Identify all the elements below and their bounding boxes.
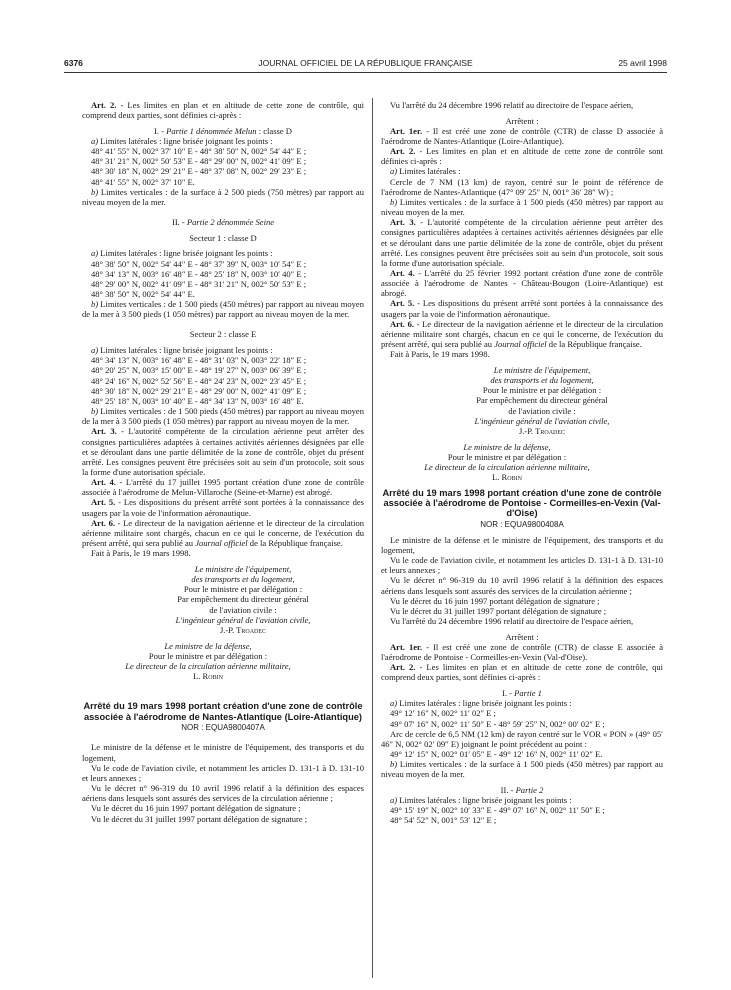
article-2: Art. 2. - Les limites en plan et en altitude de cette zone de contrôle, qui comprend deux parties, sont définies ci-après :: [381, 662, 663, 683]
signatory-name: J.-P. Troadec: [219, 624, 267, 635]
decree-visa: Vu l'arrêté du 24 décembre 1996 relatif au directoire de l'espace aérien,: [390, 616, 634, 627]
article-1: Art. 1er. - Il est créé une zone de contrôle (CTR) de classe D associée à l'aérodrome de Nantes-Atlantique (Loire-Atlantique).: [381, 125, 663, 146]
decree-visa: Vu le décret du 16 juin 1997 portant délégation de signature ;: [390, 595, 600, 606]
decree-visa: Vu le décret n° 96-319 du 10 avril 1996 relatif à la définition des espaces aériens dans lesquels sont assurés des services de la circulation aérienne ;: [82, 783, 364, 804]
journal-title: JOURNAL OFFICIEL DE LA RÉPUBLIQUE FRANÇAISE: [258, 58, 473, 68]
page-number: 6376: [64, 58, 83, 68]
part-1-lateral-limits: a) Limites latérales : ligne brisée joignant les points :: [390, 698, 572, 709]
sector-1-heading: Secteur 1 : classe D: [189, 232, 257, 243]
coordinate-line: 48° 38′ 50″ N, 002° 54′ 44″ E.: [91, 289, 195, 299]
decree-visa: Vu le décret du 16 juin 1997 portant délégation de signature ;: [91, 803, 301, 814]
article-5: Art. 5. - Les dispositions du présent arrêté sont portées à la connaissance des usagers par la voie de l'information aéronautique.: [381, 298, 663, 319]
sector-1-lateral-limits: a) Limites latérales : ligne brisée joignant les points :: [91, 248, 273, 259]
coordinate-line: 48° 24′ 16″ N, 002° 52′ 56″ E - 48° 24′ 23″ N, 002° 23′ 45″ E ;: [91, 375, 307, 386]
right-column: [381, 100, 663, 826]
article-6: Art. 6. - Le directeur de la navigation aérienne et le directeur de la circulation aérienne militaire sont chargés, chacun en ce qui le concerne, de l'exécution du présent arrêté, qui sera publié au Journal officiel de la République française.: [381, 318, 663, 350]
signature-line: Par empêchement du directeur général: [177, 594, 309, 605]
decree-visa: Vu le code de l'aviation civile, et notamment les articles D. 131-1 à D. 131-10 et leurs annexes ;: [82, 762, 364, 783]
decree-preamble: Le ministre de la défense et le ministre de l'équipement, des transports et du logement,: [82, 742, 364, 763]
signature-line: Pour le ministre et par délégation :: [183, 584, 303, 595]
left-column: [82, 100, 364, 824]
coordinate-line: 48° 25′ 18″ N, 003° 10′ 40″ E - 48° 34′ 13″ N, 003° 16′ 48″ E.: [91, 395, 304, 406]
article-3: Art. 3. - L'autorité compétente de la circulation aérienne peut arrêter des consignes particulières adaptées à certaines activités aériennes désignées par elle et se déroulant dans une partie délimitée de la zone de contrôle, objet du présent arrêté. Les consignes peuvent être précisées soit au sein d'un protocole, soit sous la forme d'une autorisation spéciale.: [381, 217, 664, 268]
page-header: [64, 58, 667, 73]
signature-line: de l'aviation civile :: [508, 405, 576, 416]
signature-place-date: Fait à Paris, le 19 mars 1998.: [91, 548, 191, 559]
article-2-melun: Art. 2. - Les limites en plan et en altitude de cette zone de contrôle, qui comprend deux parties, sont définies ci-après :: [82, 100, 364, 121]
signature-line: Le ministre de la défense,: [463, 441, 551, 452]
sector-1-vertical-limits: b) Limites verticales : de 1 500 pieds (450 mètres) par rapport au niveau moyen de la mer à 3 500 pieds (1 050 mètres) par rapport au niveau moyen de la mer.: [82, 299, 364, 320]
lateral-limits-detail: Cercle de 7 NM (13 km) de rayon, centré sur le point de référence de l'aérodrome de Nantes-Atlantique (47° 09′ 25″ N, 001° 36′ 28″ W) ;: [381, 176, 663, 197]
nor-reference: NOR : EQUA9800408A: [480, 519, 564, 529]
signature-line: Le ministre de l'équipement,: [493, 364, 591, 375]
arretent: Arrêtent :: [505, 631, 539, 642]
decree-visa: Vu le décret n° 96-319 du 10 avril 1996 relatif à la définition des espaces aériens dans lesquels sont assurés des services de la circulation aérienne ;: [381, 575, 663, 596]
arretent: Arrêtent :: [505, 115, 539, 126]
coordinate-line: 48° 30′ 18″ N, 002° 29′ 21″ E - 48° 29′ 00″ N, 002° 41′ 09″ E ;: [91, 385, 307, 396]
coordinate-line: 48° 54′ 52″ N, 001° 53′ 12″ E ;: [390, 815, 497, 826]
signature-line: des transports et du logement,: [490, 375, 594, 386]
signature-line: Le ministre de l'équipement,: [194, 563, 292, 574]
part-1-vertical-limits: b) Limites verticales : de la surface à 2 500 pieds (750 mètres) par rapport au niveau moyen de la mer.: [82, 186, 364, 207]
vertical-limits: b) Limites verticales : de la surface à 1 500 pieds (450 mètres) par rapport au niveau moyen de la mer.: [381, 196, 663, 218]
column-divider: [372, 98, 373, 978]
coordinate-line: 49° 15′ 19″ N, 002° 10′ 33″ E - 49° 07′ 16″ N, 002° 11′ 50″ E ;: [390, 805, 605, 816]
arc-description: Arc de cercle de 6,5 NM (12 km) de rayon centré sur le VOR « PON » (49° 05′ 46″ N, 002° 02′ 09″ E) joignant le point précédent au point :: [381, 728, 663, 749]
signatory-name: J.-P. Troadec: [518, 425, 566, 436]
signature-line: Pour le ministre et par délégation :: [447, 451, 567, 462]
part-2-heading: II. - Partie 2 dénommée Seine: [171, 217, 275, 228]
lateral-limits: a) Limites latérales :: [390, 166, 461, 177]
coordinate-line: 48° 31′ 21″ N, 002° 50′ 53″ E - 48° 29′ 00″ N, 002° 41′ 09″ E ;: [91, 156, 307, 167]
signature-line: L'ingénieur général de l'aviation civile,: [474, 415, 610, 426]
decree-title: Arrêté du 19 mars 1998 portant création d'une zone de contrôle associée à l'aérodrome de Pontoise - Cormeilles-en-Vexin (Val-d'Oise): [382, 487, 662, 519]
coordinate-line: 48° 38′ 50″ N, 002° 54′ 44″ E - 48° 37′ 39″ N, 003° 10′ 54″ E ;: [91, 258, 307, 269]
article-3: Art. 3. - L'autorité compétente de la circulation aérienne peut arrêter des consignes particulières adaptées à certaines activités aériennes désignées par elle et se déroulant dans une partie délimitée de la zone de contrôle, objet du présent arrêté. Les consignes peuvent être précisées soit au sein d'un protocole, soit sous la forme d'une autorisation spéciale.: [82, 426, 365, 477]
decree-title: Arrêté du 19 mars 1998 portant création d'une zone de contrôle associée à l'aérodrome de Nantes-Atlantique (Loire-Atlantique): [83, 701, 363, 722]
signatory-name: L. Robin: [193, 670, 223, 681]
decree-visa: Vu le décret du 31 juillet 1997 portant délégation de signature ;: [91, 813, 308, 824]
publication-date: 25 avril 1998: [618, 58, 667, 68]
sector-2-lateral-limits: a) Limites latérales : ligne brisée joignant les points :: [91, 345, 273, 356]
signatory-name: L. Robin: [492, 471, 522, 482]
signature-line: L'ingénieur général de l'aviation civile,: [175, 614, 311, 625]
signature-line: Le directeur de la circulation aérienne militaire,: [424, 461, 590, 472]
coordinate-line: 48° 41′ 55″ N, 002° 37′ 10″ E.: [91, 176, 195, 187]
coordinate-line: 48° 34′ 13″ N, 003° 16′ 48″ E - 48° 25′ 18″ N, 003° 10′ 40″ E ;: [91, 268, 307, 279]
signature-line: Pour le ministre et par délégation :: [148, 650, 268, 661]
coordinate-line: 48° 30′ 18″ N, 002° 29′ 21″ E - 48° 37′ 08″ N, 002° 29′ 23″ E ;: [91, 166, 307, 177]
article-4: Art. 4. - L'arrêté du 17 juillet 1995 portant création d'une zone de contrôle associée à l'aérodrome de Melun-Villaroche (Seine-et-Marne) est abrogé.: [82, 477, 364, 498]
part-1-lateral-limits: a) Limites latérales : ligne brisée joignant les points :: [91, 135, 273, 146]
sector-2-heading: Secteur 2 : classe E: [189, 329, 257, 340]
article-6: Art. 6. - Le directeur de la navigation aérienne et le directeur de la circulation aérienne militaire sont chargés, chacun en ce qui le concerne, de l'exécution du présent arrêté, qui sera publié au Journal officiel de la République française.: [82, 517, 364, 549]
coordinate-line: 48° 29′ 00″ N, 002° 41′ 09″ E - 48° 31′ 21″ N, 002° 50′ 53″ E ;: [91, 278, 307, 289]
decree-preamble: Le ministre de la défense et le ministre de l'équipement, des transports et du logement,: [381, 534, 663, 556]
coordinate-line: 49° 07′ 16″ N, 002° 11′ 50″ E - 48° 59′ 25″ N, 002° 00′ 02″ E ;: [390, 718, 605, 729]
article-5: Art. 5. - Les dispositions du présent arrêté sont portées à la connaissance des usagers par la voie de l'information aéronautique.: [82, 497, 364, 518]
signature-line: Pour le ministre et par délégation :: [482, 385, 602, 396]
decree-visa: Vu le code de l'aviation civile, et notamment les articles D. 131-1 à D. 131-10 et leurs annexes ;: [381, 555, 663, 576]
part-1-heading: I. - Partie 1: [502, 688, 542, 699]
article-2: Art. 2. - Les limites en plan et en altitude de cette zone de contrôle sont définies ci-après :: [381, 146, 663, 167]
decree-visa: Vu le décret du 31 juillet 1997 portant délégation de signature ;: [390, 605, 607, 616]
signature-line: de l'aviation civile :: [209, 604, 277, 615]
article-1: Art. 1er. - Il est créé une zone de contrôle (CTR) de classe E associée à l'aérodrome de Pontoise - Cormeilles-en-Vexin (Val-d'Oise).: [381, 641, 663, 663]
signature-line: des transports et du logement,: [191, 574, 295, 585]
sector-2-vertical-limits: b) Limites verticales : de 1 500 pieds (450 mètres) par rapport au niveau moyen de la mer à 3 500 pieds (1 050 mètres) par rapport au niveau moyen de la mer.: [82, 406, 364, 427]
signature-line: Le directeur de la circulation aérienne militaire,: [125, 660, 291, 671]
signature-line: Le ministre de la défense,: [164, 640, 252, 651]
nor-reference: NOR : EQUA9800407A: [181, 722, 265, 732]
part-1-vertical-limits: b) Limites verticales : de la surface à 1 500 pieds (450 mètres) par rapport au niveau moyen de la mer.: [381, 759, 663, 780]
signature-place-date: Fait à Paris, le 19 mars 1998.: [390, 349, 490, 360]
part-2-lateral-limits: a) Limites latérales : ligne brisée joignant les points :: [390, 795, 572, 806]
coordinate-line: 49° 12′ 16″ N, 002° 11′ 02″ E ;: [390, 708, 496, 719]
article-4: Art. 4. - L'arrêté du 25 février 1992 portant création d'une zone de contrôle associée à l'aérodrome de Nantes - Château-Bougon (Loire-Atlantique) est abrogé.: [381, 268, 664, 299]
part-2-heading: II. - Partie 2: [500, 784, 544, 795]
coordinate-line: 49° 12′ 15″ N, 002° 01′ 05″ E - 49° 12′ 16″ N, 002° 11′ 02″ E.: [390, 748, 603, 759]
part-1-heading: I. - Partie 1 dénommée Melun : classe D: [154, 125, 292, 136]
decree-visa: Vu l'arrêté du 24 décembre 1996 relatif au directoire de l'espace aérien,: [390, 100, 634, 110]
coordinate-line: 48° 41′ 55″ N, 002° 37′ 10″ E - 48° 38′ 50″ N, 002° 54′ 44″ E ;: [91, 146, 307, 157]
coordinate-line: 48° 20′ 25″ N, 003° 15′ 00″ E - 48° 19′ 27″ N, 003° 06′ 39″ E ;: [91, 365, 307, 376]
signature-line: Par empêchement du directeur général: [476, 395, 608, 406]
coordinate-line: 48° 34′ 13″ N, 003° 16′ 48″ E - 48° 31′ 03″ N, 003° 22′ 18″ E ;: [91, 355, 307, 366]
